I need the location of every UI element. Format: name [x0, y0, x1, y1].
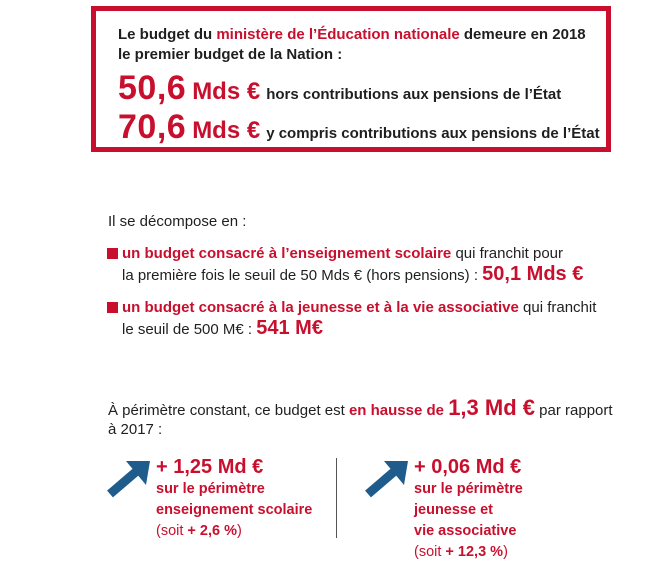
- list-item-school-budget: [107, 243, 627, 286]
- soit-close: ): [503, 544, 508, 560]
- budget-highlight-box: [91, 6, 611, 152]
- budget-intro: [118, 25, 598, 65]
- bullet-square-icon: [107, 302, 118, 313]
- decomposition-intro: Il se décompose en :: [108, 213, 247, 230]
- item-text: qui franchit: [518, 299, 597, 316]
- soit-open: (soit: [156, 523, 188, 539]
- amount-unit: Mds €: [192, 117, 261, 144]
- budget-increase-summary: [108, 395, 653, 439]
- increase-percent: [414, 542, 604, 563]
- scope-line: sur le périmètre: [414, 481, 523, 497]
- item-continuation: [107, 318, 627, 340]
- bullet-square-icon: [107, 248, 118, 259]
- arrow-up-right-icon: [362, 459, 412, 499]
- increase-youth-text: [414, 455, 604, 563]
- scope-line: sur le périmètre: [156, 481, 265, 497]
- scope-line: enseignement scolaire: [156, 502, 313, 518]
- increase-school-text: [156, 455, 346, 542]
- amount-including-pensions: [118, 108, 600, 147]
- item-highlight: un budget consacré à l’enseignement scolaire: [122, 245, 452, 262]
- item-value: 50,1 Mds €: [482, 263, 584, 285]
- intro-text: Le budget du: [118, 26, 217, 43]
- scope-line: vie associative: [414, 523, 517, 539]
- percent-value: + 2,6 %: [187, 523, 237, 539]
- summary-total: 1,3 Md €: [448, 395, 535, 420]
- item-text: qui franchit pour: [451, 245, 564, 262]
- increase-amount: + 0,06 Md €: [414, 456, 522, 478]
- intro-text-end: demeure en 2018: [459, 26, 586, 43]
- amount-unit: Mds €: [192, 78, 261, 105]
- amount-description: hors contributions aux pensions de l’État: [266, 86, 562, 103]
- item-value: 541 M€: [256, 317, 323, 339]
- summary-text: À périmètre constant, ce budget est: [108, 402, 349, 419]
- summary-text-end: par rapport: [535, 402, 613, 419]
- item-continuation: [107, 264, 627, 286]
- amount-excluding-pensions: [118, 69, 561, 108]
- item-cont-text: le seuil de 500 M€ :: [122, 321, 257, 338]
- summary-year: à 2017 :: [108, 421, 163, 438]
- increase-percent: [156, 521, 346, 542]
- arrow-up-right-icon: [104, 459, 154, 499]
- percent-value: + 12,3 %: [445, 544, 504, 560]
- increase-amount: + 1,25 Md €: [156, 456, 264, 478]
- item-highlight: un budget consacré à la jeunesse et à la vie associative: [122, 299, 519, 316]
- amount-value: 70,6: [118, 108, 187, 146]
- amount-description: y compris contributions aux pensions de l’État: [266, 125, 600, 142]
- soit-close: ): [237, 523, 242, 539]
- item-cont-text: la première fois le seuil de 50 Mds € (hors pensions) :: [122, 267, 483, 284]
- amount-value: 50,6: [118, 69, 187, 107]
- soit-open: (soit: [414, 544, 446, 560]
- summary-highlight: en hausse de: [348, 402, 445, 419]
- list-item-youth-budget: [107, 297, 627, 340]
- intro-line-2: le premier budget de la Nation :: [118, 46, 343, 63]
- column-divider: [336, 458, 337, 538]
- ministry-name: ministère de l’Éducation nationale: [216, 26, 460, 43]
- scope-line: jeunesse et: [414, 502, 493, 518]
